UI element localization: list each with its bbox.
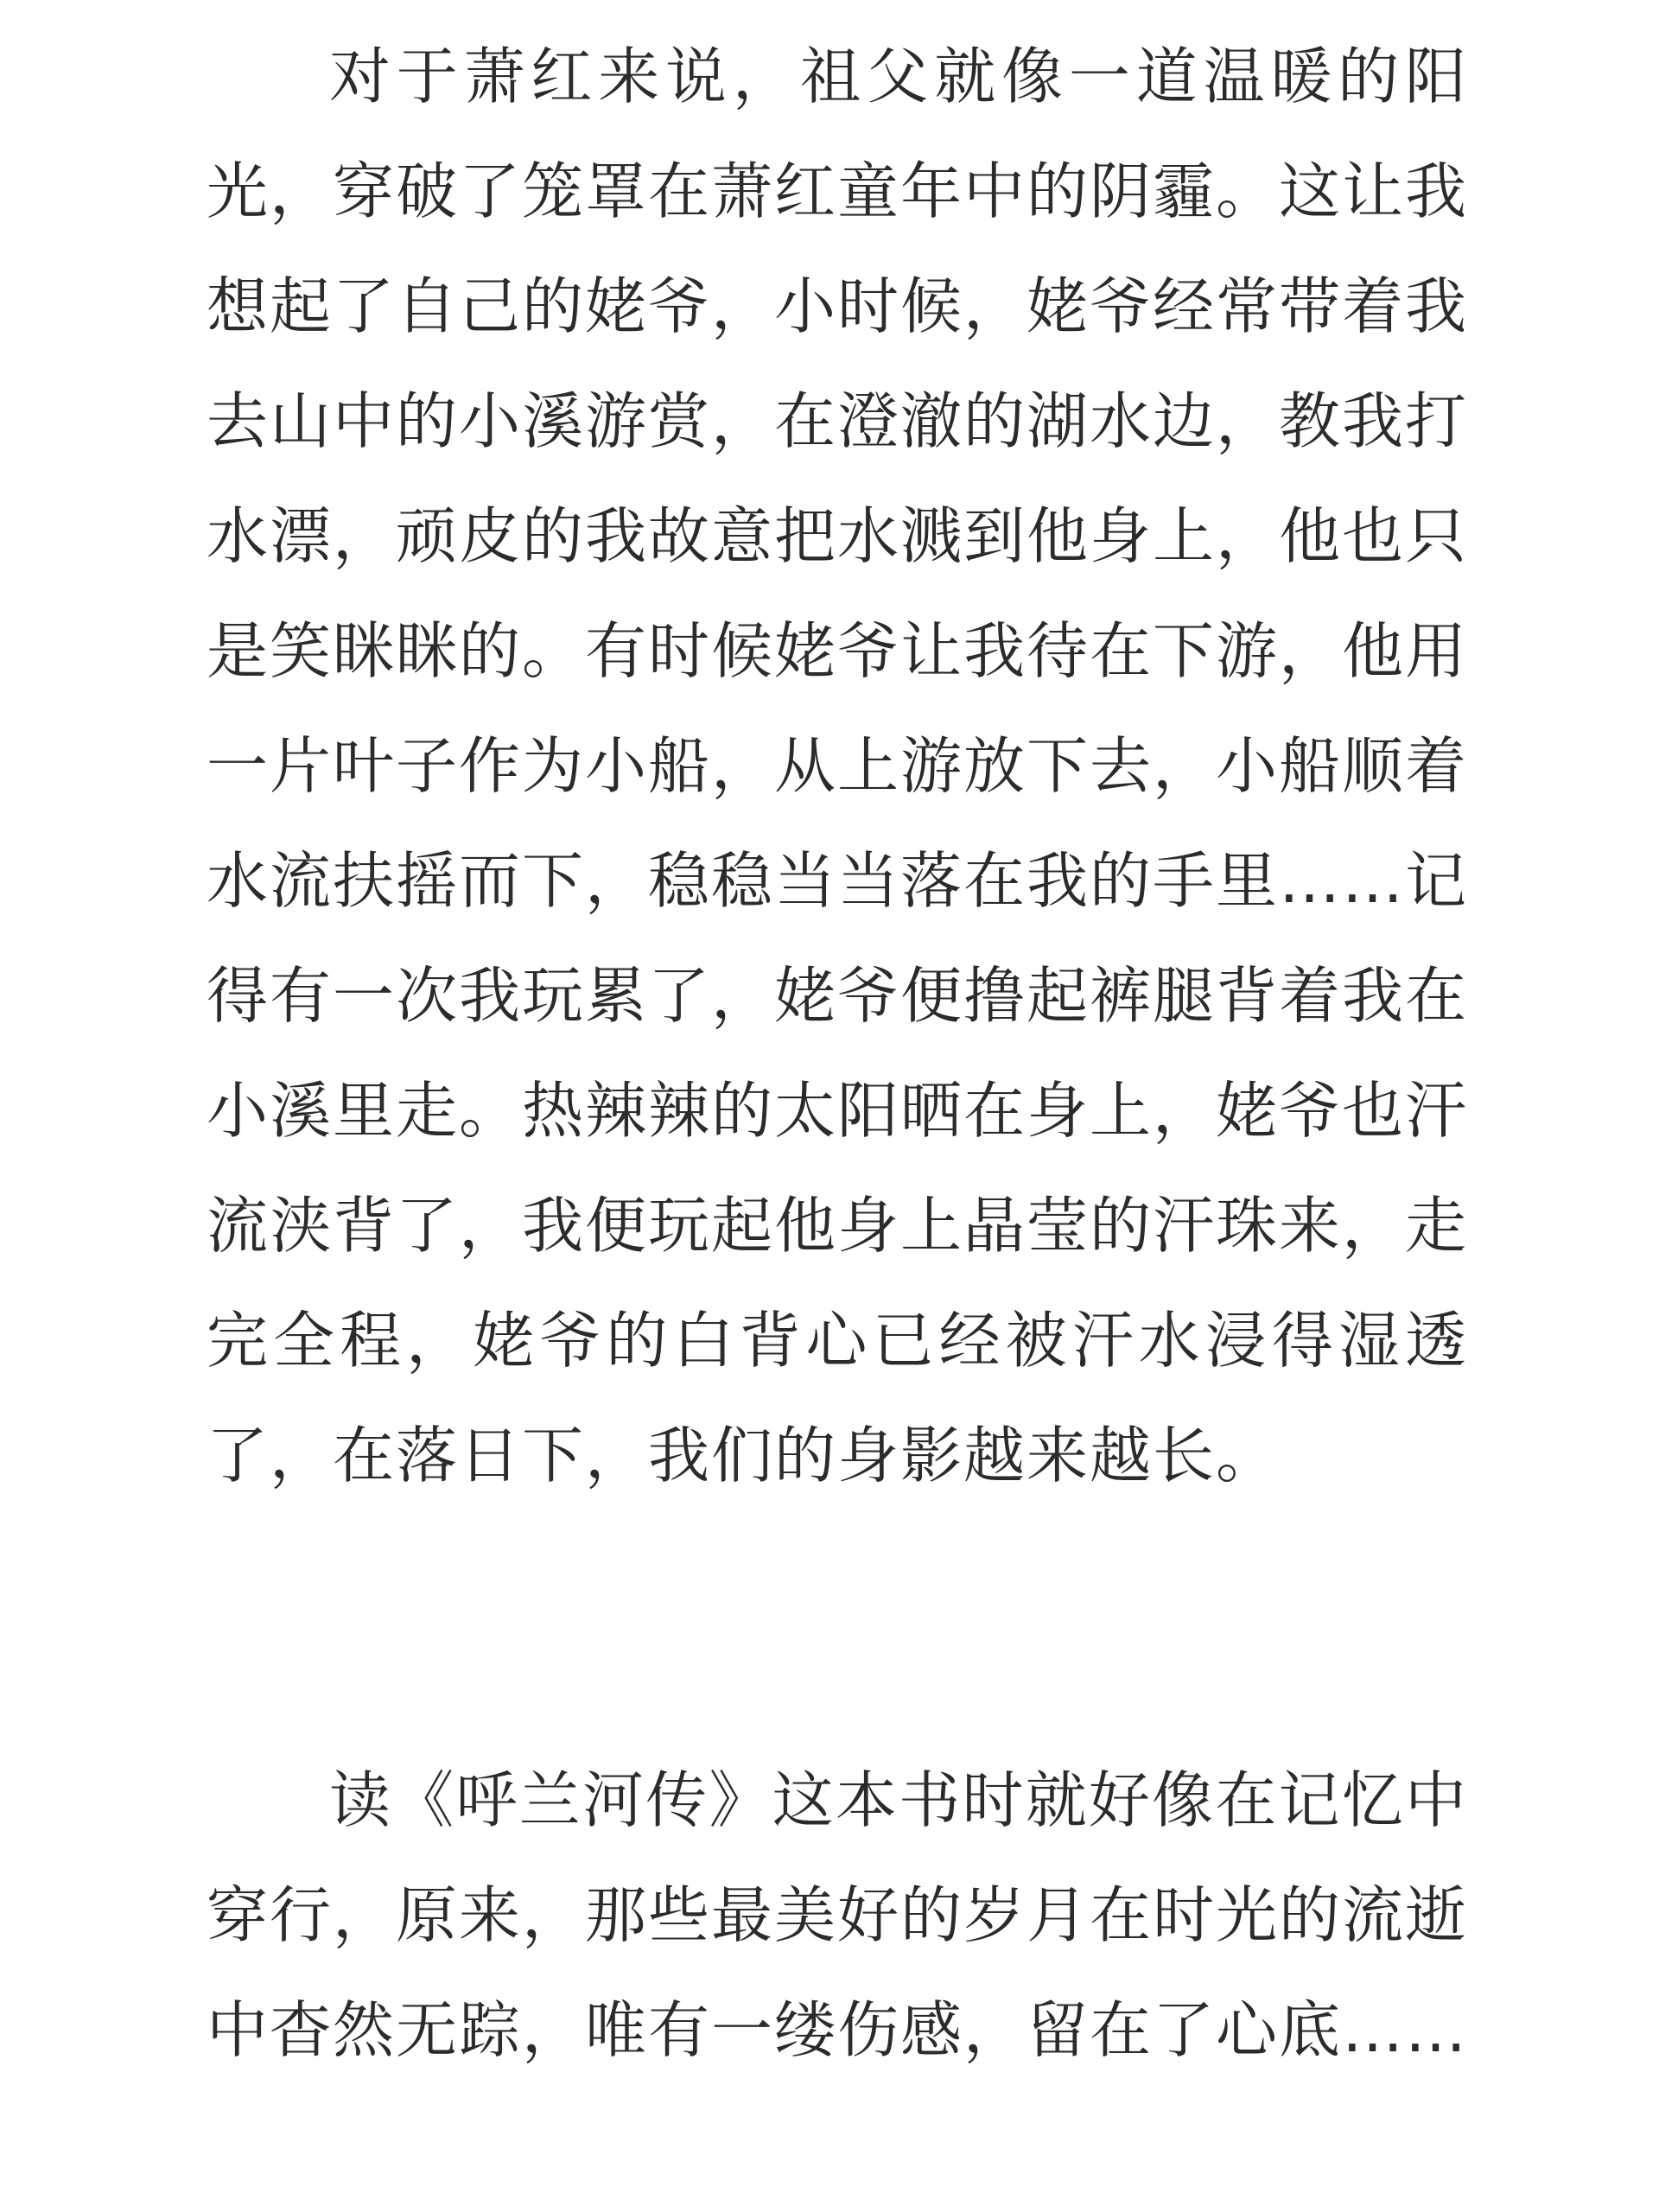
paragraph-grandfather-memory: 对于萧红来说，祖父就像一道温暖的阳光，穿破了笼罩在萧红童年中的阴霾。这让我想起了自己的姥爷，小时候，姥爷经常带着我去山中的小溪游赏，在澄澈的湖水边，教我打水漂，顽皮的我故意把水溅到他身上，他也只是笑眯眯的。有时候姥爷让我待在下游，他用一片叶子作为小船，从上游放下去，小船顺着水流扶摇而下，稳稳当当落在我的手里……记得有一次我玩累了，姥爷便撸起裤腿背着我在小溪里走。热辣辣的太阳晒在身上，姥爷也汗流浃背了，我便玩起他身上晶莹的汗珠来，走完全程，姥爷的白背心已经被汗水浸得湿透了，在落日下，我们的身影越来越长。	[207, 41, 1469, 1491]
paragraph-reading-reflection: 读《呼兰河传》这本书时就好像在记忆中穿行，原来，那些最美好的岁月在时光的流逝中杳然无踪，唯有一缕伤感，留在了心底……	[207, 1764, 1469, 2066]
article-body	[207, 19, 1468, 2088]
